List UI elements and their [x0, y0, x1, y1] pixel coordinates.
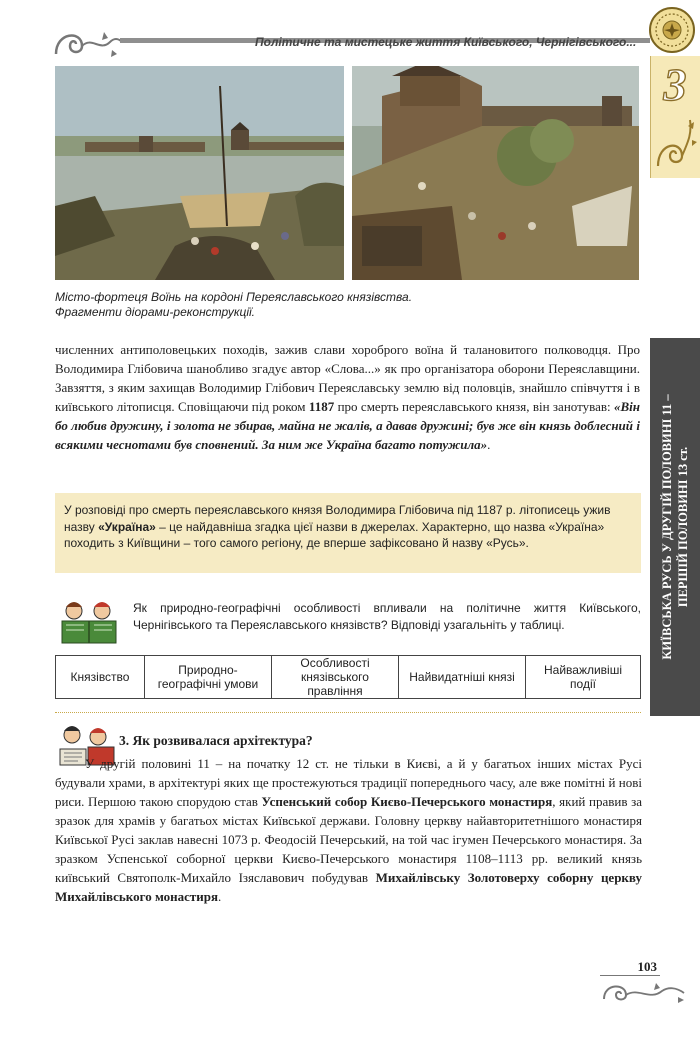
main-text-part: численних антиполовецьких походів, зажив слави хороброго воїна й талановитого полководця. Про Володимира Глібовича шанобливо згадує автор «Слова...» як про організатора оборони Переяславщини. Завзяття, з яким захищав Володимир Глібович Переяславську землю від половців, знайшло співчуття і в київського літописця. Сповіщаючи під роком	[55, 342, 640, 414]
section-heading: 3. Як розвивалася архітектура?	[119, 733, 313, 748]
note-text-part: – це найдавніша згадка цієї назви в джерелах. Характерно, що назва «Україна» походить з Київщини – того самого регіону, де вперше зафіксовано й назву «Русь».	[64, 519, 605, 550]
diorama-photo-right	[352, 66, 639, 280]
key-term: Успенський собор Києво-Печерського монастиря	[261, 794, 553, 809]
section-text-part: .	[218, 889, 222, 904]
task-question: Як природно-географічні особливості впливали на політичне життя Київського, Чернігівського та Переяславського князівств? Відповіді узагальніть у таблиці.	[133, 601, 641, 632]
note-text-part: У розповіді про смерть переяславського князя Володимира Глібовича під 1187 р. літописець ужив назву	[64, 503, 611, 534]
side-title-line1: КИЇВСЬКА РУСЬ У ДРУГІЙ ПОЛОВИНІ 11 –	[660, 394, 674, 660]
page-number: 103	[637, 959, 657, 974]
caption-line-1: Місто-фортеця Воїнь на кордоні Переяславського князівства.	[55, 290, 413, 304]
chronicle-quote: «Він бо любив дружину, і золота не збирав, майна не жалів, а давав дружині; був же він князь доблесний і всякими чеснотами був сповнений. За ним же Україна багато потужила»	[55, 399, 640, 452]
key-term: Михайлівську Золотоверху соборну церкву Михайлівського монастиря	[55, 870, 642, 904]
figure-caption	[55, 290, 645, 320]
table-header-cell: Найвидатніші князі	[399, 656, 526, 699]
year-highlight: 1187	[308, 399, 335, 414]
running-header-title: Політичне та мистецьке життя Київського, Чернігівського...	[255, 35, 637, 49]
main-text-part: .	[487, 437, 491, 452]
footer-rule	[600, 975, 660, 976]
diorama-photo-left	[55, 66, 344, 280]
round-seal-icon	[648, 6, 696, 54]
table-header-cell: Природно-географічні умови	[145, 656, 272, 699]
table-header-row	[56, 656, 641, 699]
side-title-line2: ПЕРШІЙ ПОЛОВИНІ 13 ст.	[676, 446, 690, 608]
section-text-part: , який правив за зразок для храмів у багатьох містах Київської держави. Головну церкву найавторитетнішого монастиря Київської Русі заклав навесні 1073 р. Феодосій Печерський, на той час ігумен Печерського монастиря. За зразком Успенської соборної церкви Києво-Печерського монастиря 1108–1113 рр. великий князь київський Святополк-Михайло Ізяславович побудував	[55, 794, 642, 885]
main-text-part: про смерть переяславського князя, він занотував:	[334, 399, 614, 414]
chapter-flourish-ornament	[652, 112, 698, 172]
table-header-cell: Князівство	[56, 656, 145, 699]
table-header-cell: Найважливіші події	[526, 656, 641, 699]
section-paragraph	[55, 754, 642, 906]
main-paragraph	[55, 340, 640, 454]
side-chapter-title	[650, 338, 700, 716]
table-header-cell: Особливості князівського правління	[272, 656, 399, 699]
summary-table	[55, 655, 641, 699]
caption-line-2: Фрагменти діорами-реконструкції.	[55, 305, 256, 319]
footer-flourish-ornament	[600, 979, 695, 1005]
chapter-number: 3	[663, 59, 687, 110]
section-divider	[55, 712, 641, 713]
note-bold-term: «Україна»	[98, 519, 156, 534]
reading-children-icon	[56, 599, 122, 645]
section-text-part: У другій половині 11 – на початку 12 ст. не тільки в Києві, а й у багатьох інших містах Русі будували храми, в архітектурі яких ще простежуються традиції попереднього часу, але вже помітні й нові риси. Першою такою спорудою став	[55, 756, 642, 809]
info-note-text	[64, 502, 636, 552]
